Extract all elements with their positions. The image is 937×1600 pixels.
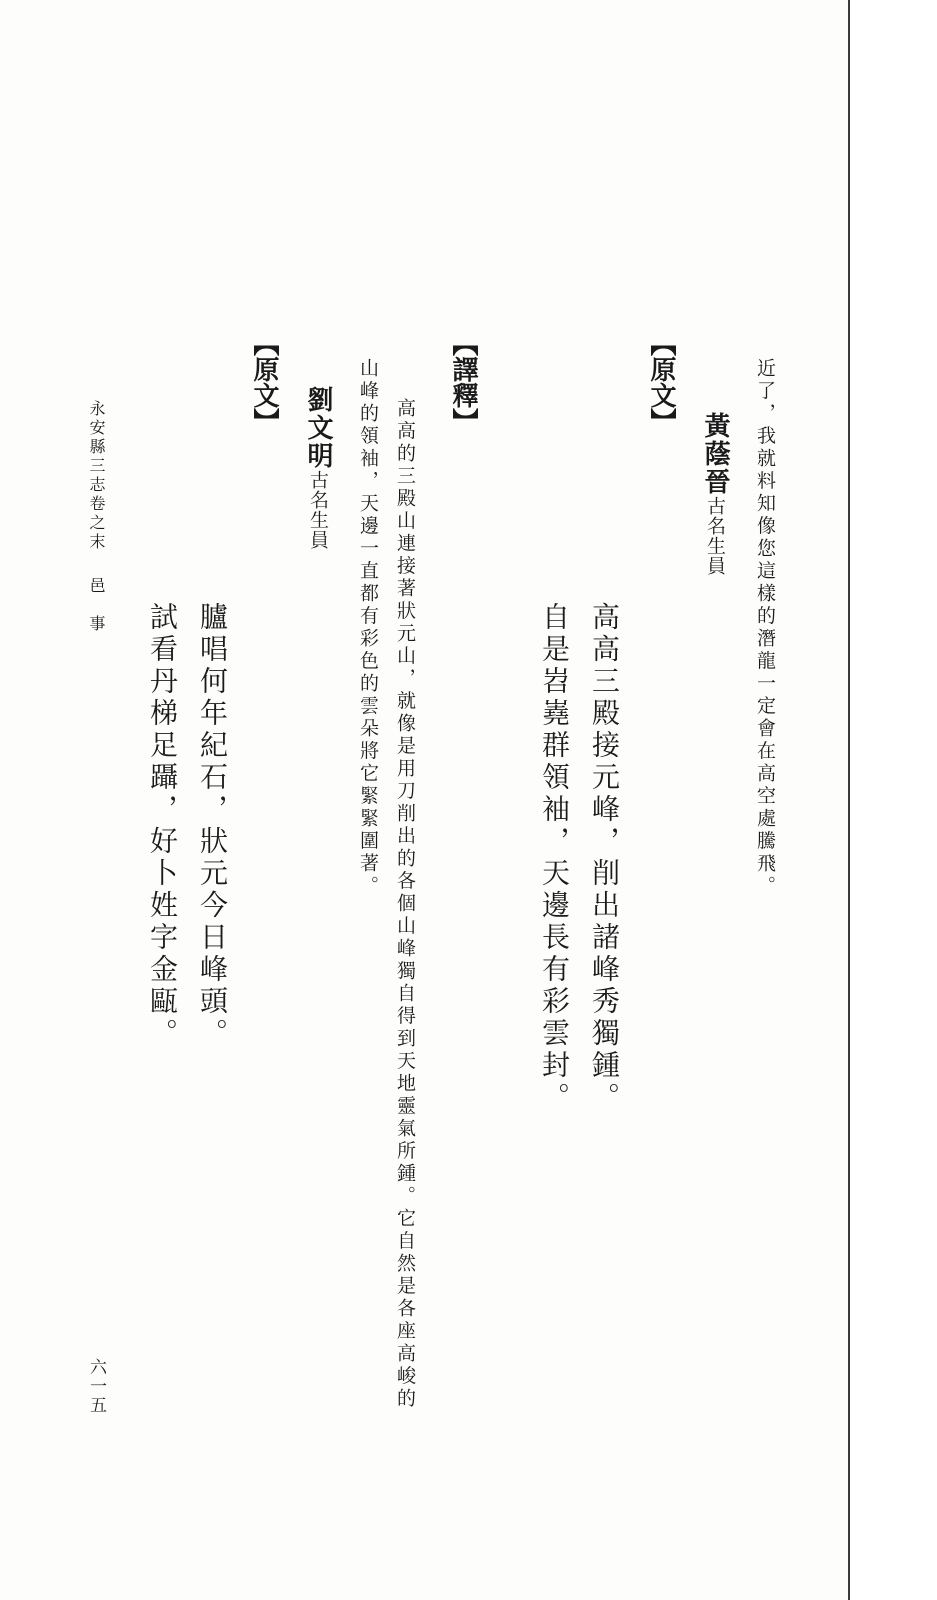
section-heading-translation: 【譯釋】: [448, 330, 478, 434]
poem-line: 高高三殿接元峰，削出諸峰秀獨鍾。: [588, 602, 621, 1114]
author-name: 黃蔭晉: [700, 412, 730, 496]
section-heading-original-text: 【原文】: [646, 330, 676, 434]
poem-line: 自是岧嶤群領袖，天邊長有彩雲封。: [538, 602, 571, 1114]
section-heading-original-text: 【原文】: [249, 330, 279, 434]
author-credit: [305, 386, 331, 550]
translation-text: 高高的三殿山連接著狀元山，就像是用刀削出的各個山峰獨自得到天地靈氣所鍾。它自然是各座高峻的: [394, 398, 416, 1411]
translation-text: 山峰的領袖，天邊一直都有彩色的雲朵將它緊緊圍著。: [357, 358, 379, 898]
author-name: 劉文明: [303, 386, 333, 470]
author-credit: [702, 412, 728, 576]
book-title: 永安縣三志卷之末: [87, 400, 106, 552]
chapter-name: 邑 事: [87, 577, 106, 634]
page-number: 六一五: [86, 1358, 106, 1415]
page-margin: [850, 0, 937, 1600]
continuation-text: 近了，我就料知像您這樣的潛龍一定會在高空處騰飛。: [754, 358, 776, 898]
author-title: 古名生員: [704, 496, 726, 576]
poem-line: 試看丹梯足躡，好卜姓字金甌。: [146, 602, 179, 1050]
author-title: 古名生員: [307, 470, 329, 550]
poem-line: 臚唱何年紀石，狀元今日峰頭。: [196, 602, 229, 1050]
